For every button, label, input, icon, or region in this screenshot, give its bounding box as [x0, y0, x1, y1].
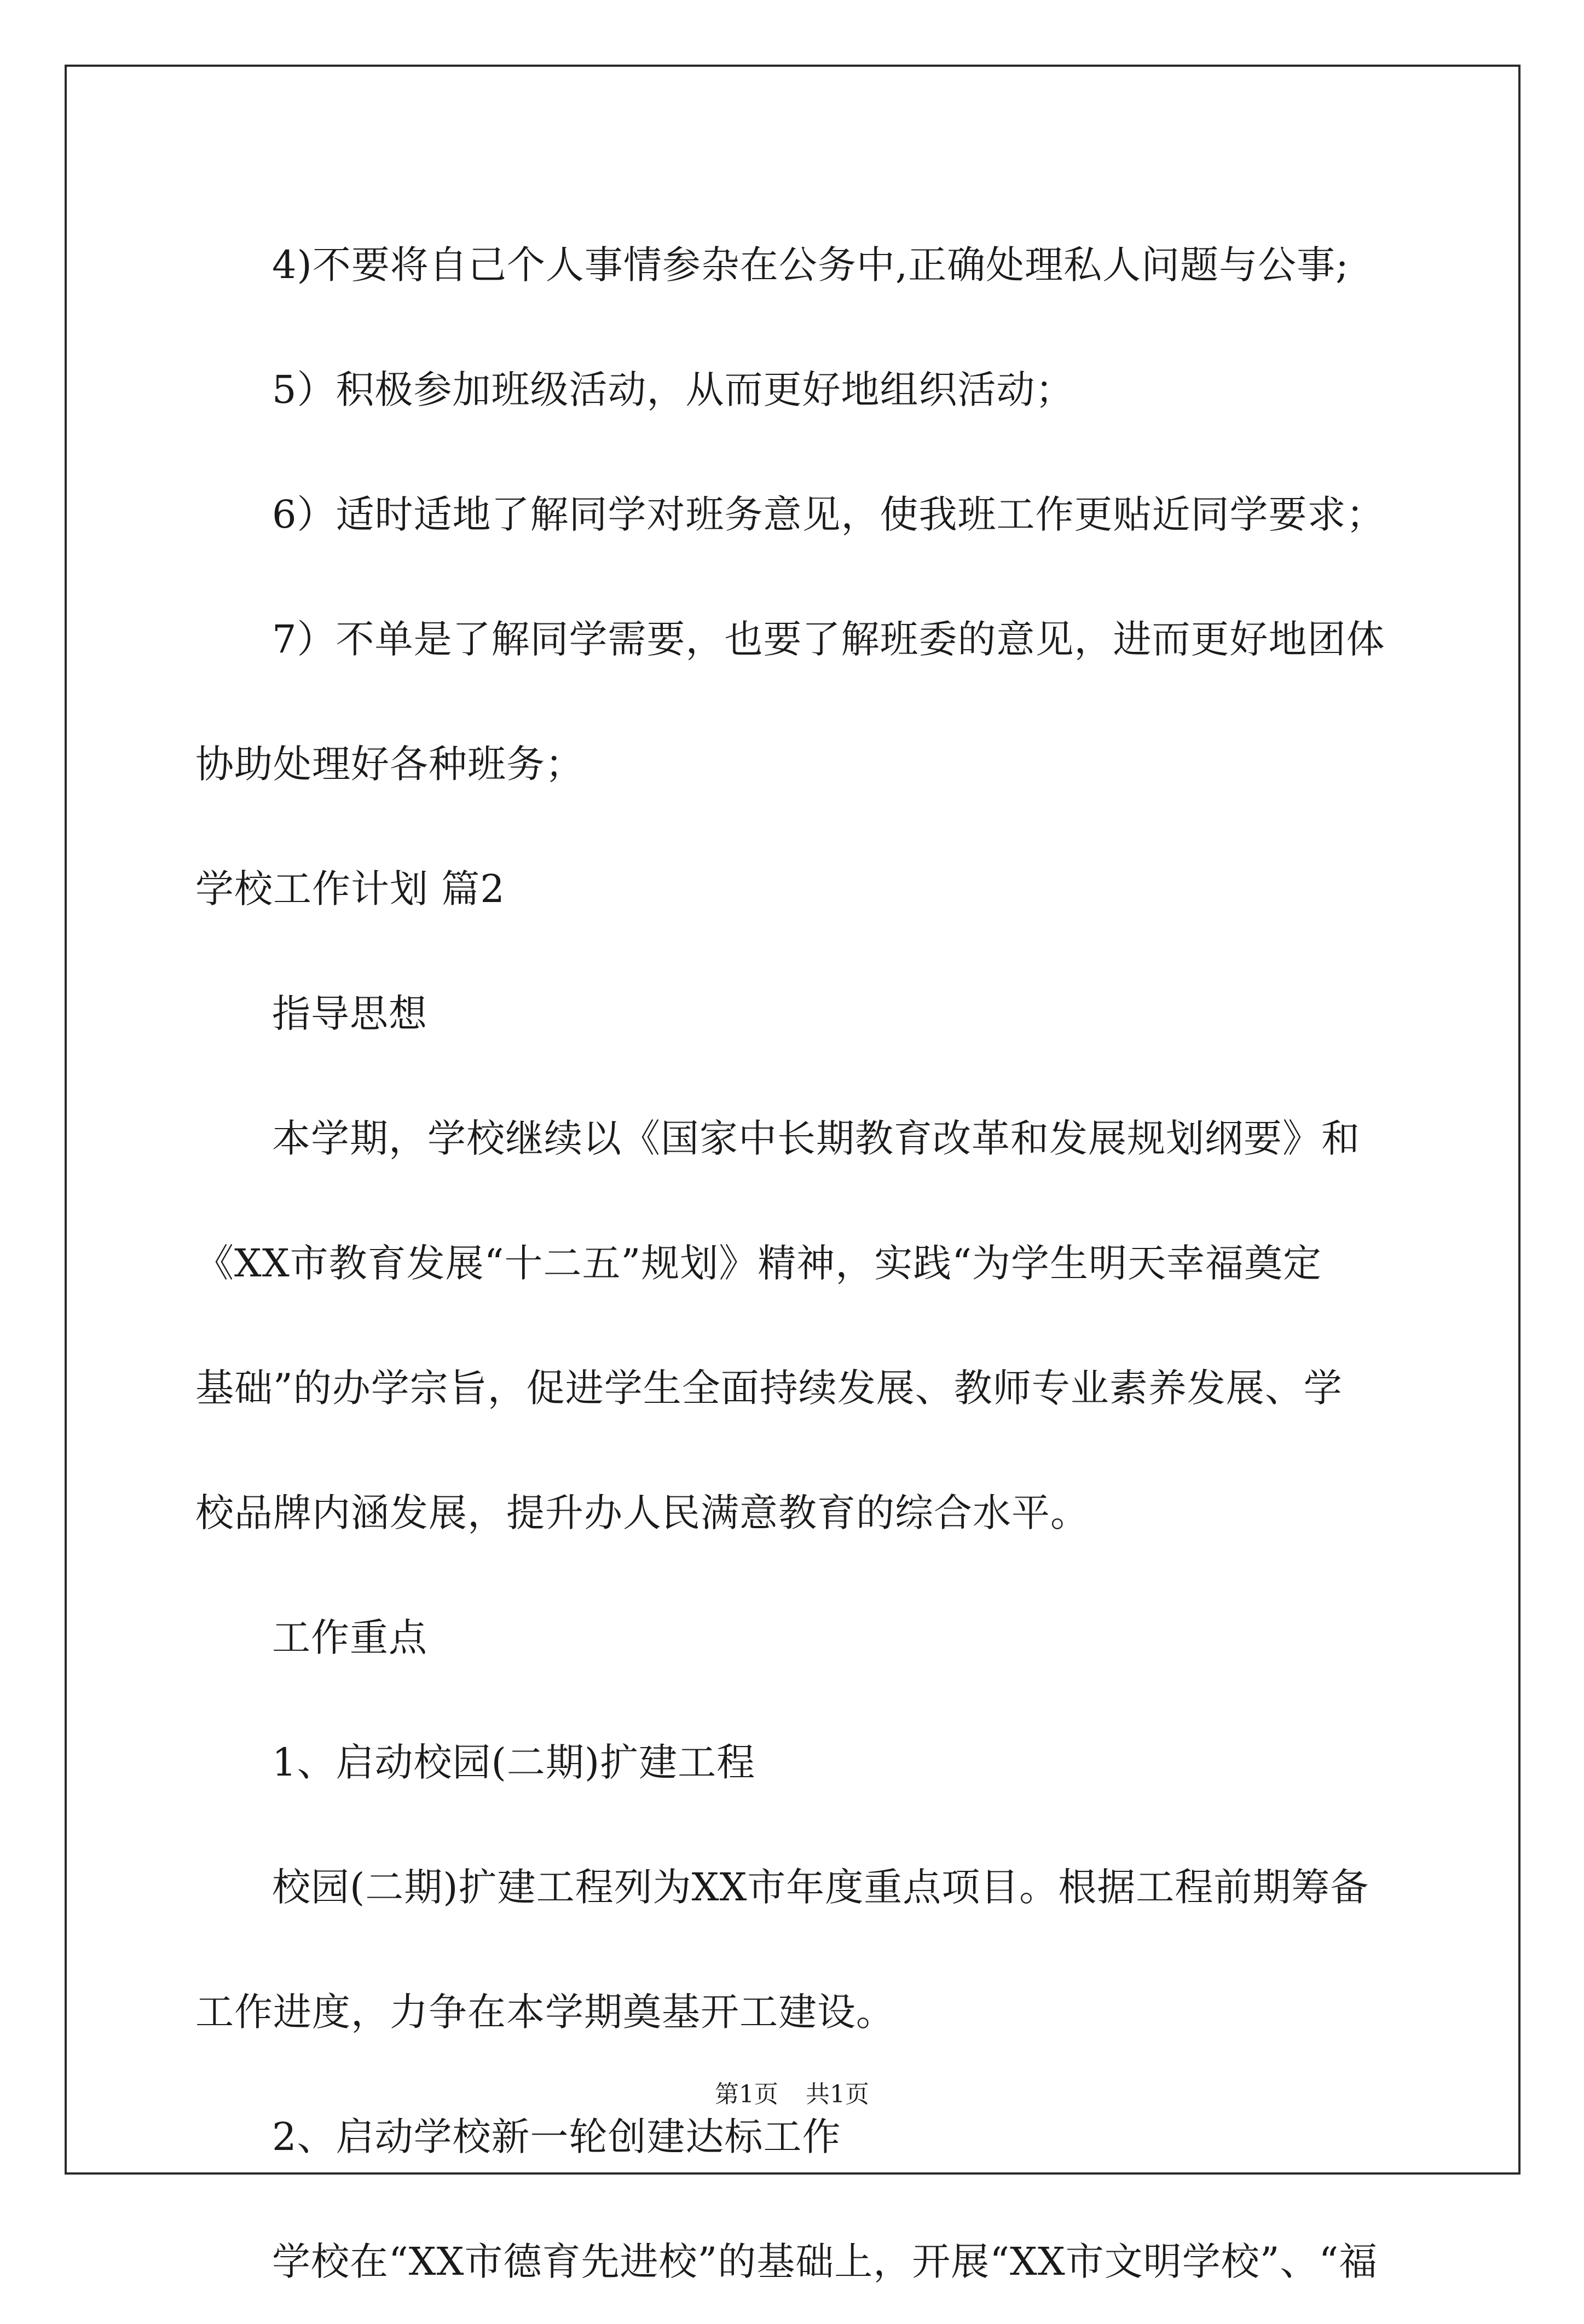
- paragraph-line: 4)不要将自己个人事情参杂在公务中,正确处理私人问题与公事;: [272, 242, 1349, 287]
- paragraph-line: 本学期，学校继续以《国家中长期教育改革和发展规划纲要》和: [272, 1116, 1360, 1161]
- page-footer: [0, 2074, 1584, 2109]
- paragraph-line: 校品牌内涵发展，提升办人民满意教育的综合水平。: [195, 1490, 1089, 1535]
- subheading: 指导思想: [272, 991, 427, 1036]
- subheading: 工作重点: [272, 1615, 427, 1660]
- paragraph-line: 5）积极参加班级活动，从而更好地组织活动；: [272, 367, 1074, 412]
- paragraph-line: 学校在“XX市德育先进校”的基础上，开展“XX市文明学校”、“福: [272, 2239, 1378, 2284]
- paragraph-line: 工作进度，力争在本学期奠基开工建设。: [195, 1990, 895, 2034]
- paragraph-line: 《XX市教育发展“十二五”规划》精神，实践“为学生明天幸福奠定: [195, 1241, 1322, 1286]
- list-item-heading: 1、启动校园(二期)扩建工程: [272, 1740, 756, 1785]
- page-number: 第1页: [715, 2080, 778, 2108]
- paragraph-line: 7）不单是了解同学需要，也要了解班委的意见，进而更好地团体: [272, 617, 1385, 662]
- paragraph-line: 基础”的办学宗旨，促进学生全面持续发展、教师专业素养发展、学: [195, 1366, 1343, 1410]
- paragraph-line: 校园(二期)扩建工程列为XX市年度重点项目。根据工程前期筹备: [272, 1865, 1369, 1910]
- page-total: 共1页: [806, 2080, 869, 2108]
- paragraph-line: 协助处理好各种班务；: [195, 742, 584, 787]
- document-body: [195, 203, 1400, 2324]
- section-heading: 学校工作计划 篇2: [195, 866, 505, 911]
- paragraph-line: 6）适时适地了解同学对班务意见，使我班工作更贴近同学要求；: [272, 492, 1385, 537]
- list-item-heading: 2、启动学校新一轮创建达标工作: [272, 2114, 841, 2159]
